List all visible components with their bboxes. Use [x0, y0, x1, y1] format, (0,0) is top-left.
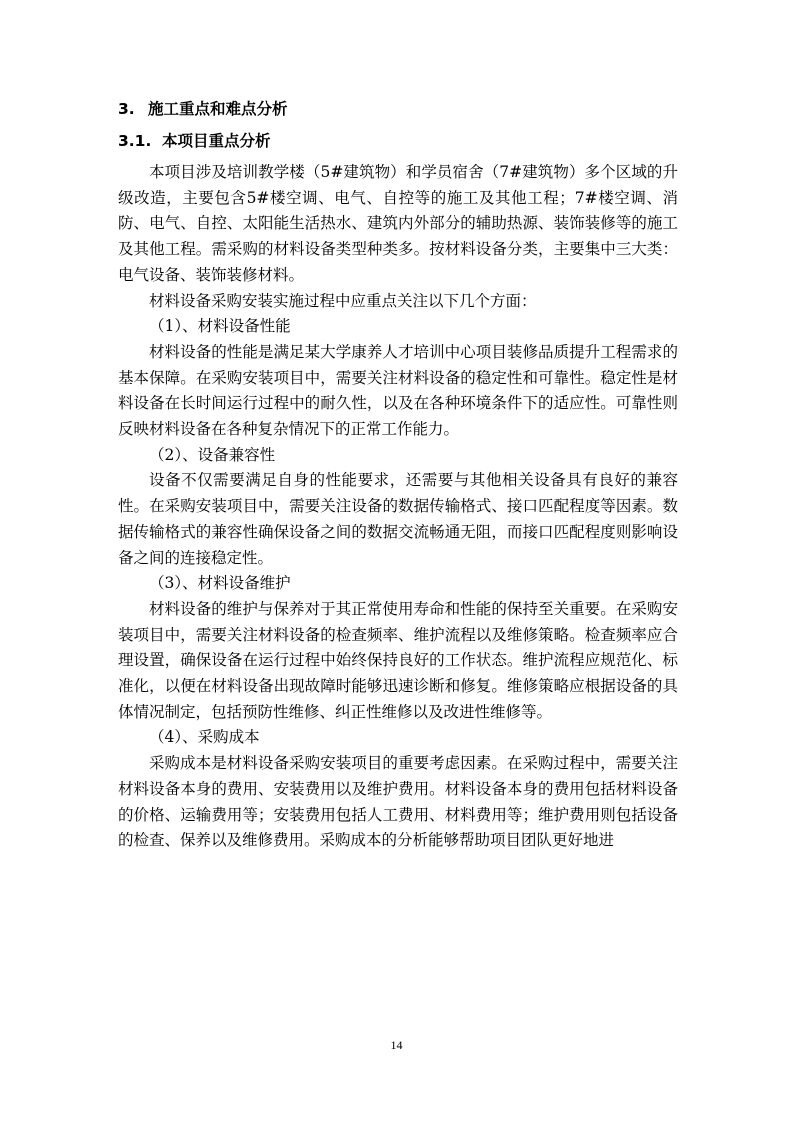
item-2-paragraph: 设备不仅需要满足自身的性能要求，还需要与其他相关设备具有良好的兼容性。在采购安装项目中，需要关注设备的数据传输格式、接口匹配程度等因素。数据传输格式的兼容性确保设备之间的数据交流畅通无阻，而接口匹配程度则影响设备之间的连接稳定性。	[118, 471, 678, 567]
subsection-title: 本项目重点分析	[162, 132, 271, 150]
subsection-heading	[118, 130, 271, 152]
item-1-heading: （1）、材料设备性能	[149, 317, 291, 336]
item-1-paragraph: 材料设备的性能是满足某大学康养人才培训中心项目装修品质提升工程需求的基本保障。在采购安装项目中，需要关注材料设备的稳定性和可靠性。稳定性是材料设备在长时间运行过程中的耐久性，以及在各种环境条件下的适应性。可靠性则反映材料设备在各种复杂情况下的正常工作能力。	[118, 342, 678, 439]
item-3-heading: （3）、材料设备维护	[149, 574, 291, 593]
page-number: 14	[390, 1038, 403, 1052]
subsection-number: 3.1.	[118, 132, 152, 150]
section-number: 3.	[118, 100, 135, 118]
item-4-heading: （4）、采购成本	[149, 728, 260, 747]
paragraph-intro: 本项目涉及培训教学楼（5#建筑物）和学员宿舍（7#建筑物）多个区域的升级改造，主要包含5#楼空调、电气、自控等的施工及其他工程；7#楼空调、消防、电气、自控、太阳能生活热水、建筑内外部分的辅助热源、装饰装修等的施工及其他工程。需采购的材料设备类型种类多。按材料设备分类，主要集中三大类：电气设备、装饰装修材料。	[118, 163, 678, 284]
section-heading	[118, 98, 288, 120]
body-text	[118, 160, 678, 854]
item-3-paragraph: 材料设备的维护与保养对于其正常使用寿命和性能的保持至关重要。在采购安装项目中，需要关注材料设备的检查频率、维护流程以及维修策略。检查频率应合理设置，确保设备在运行过程中始终保持良好的工作状态。维护流程应规范化、标准化，以便在材料设备出现故障时能够迅速诊断和修复。维修策略应根据设备的具体情况制定，包括预防性维修、纠正性维修以及改进性维修等。	[118, 599, 678, 721]
section-title: 施工重点和难点分析	[148, 100, 288, 118]
item-4-paragraph: 采购成本是材料设备采购安装项目的重要考虑因素。在采购过程中，需要关注材料设备本身的费用、安装费用以及维护费用。材料设备本身的费用包括材料设备的价格、运输费用等；安装费用包括人工费用、材料费用等；维护费用则包括设备的检查、保养以及维修费用。采购成本的分析能够帮助项目团队更好地进	[118, 754, 678, 850]
paragraph-focus: 材料设备采购安装实施过程中应重点关注以下几个方面：	[149, 291, 537, 310]
item-2-heading: （2）、设备兼容性	[149, 445, 276, 464]
